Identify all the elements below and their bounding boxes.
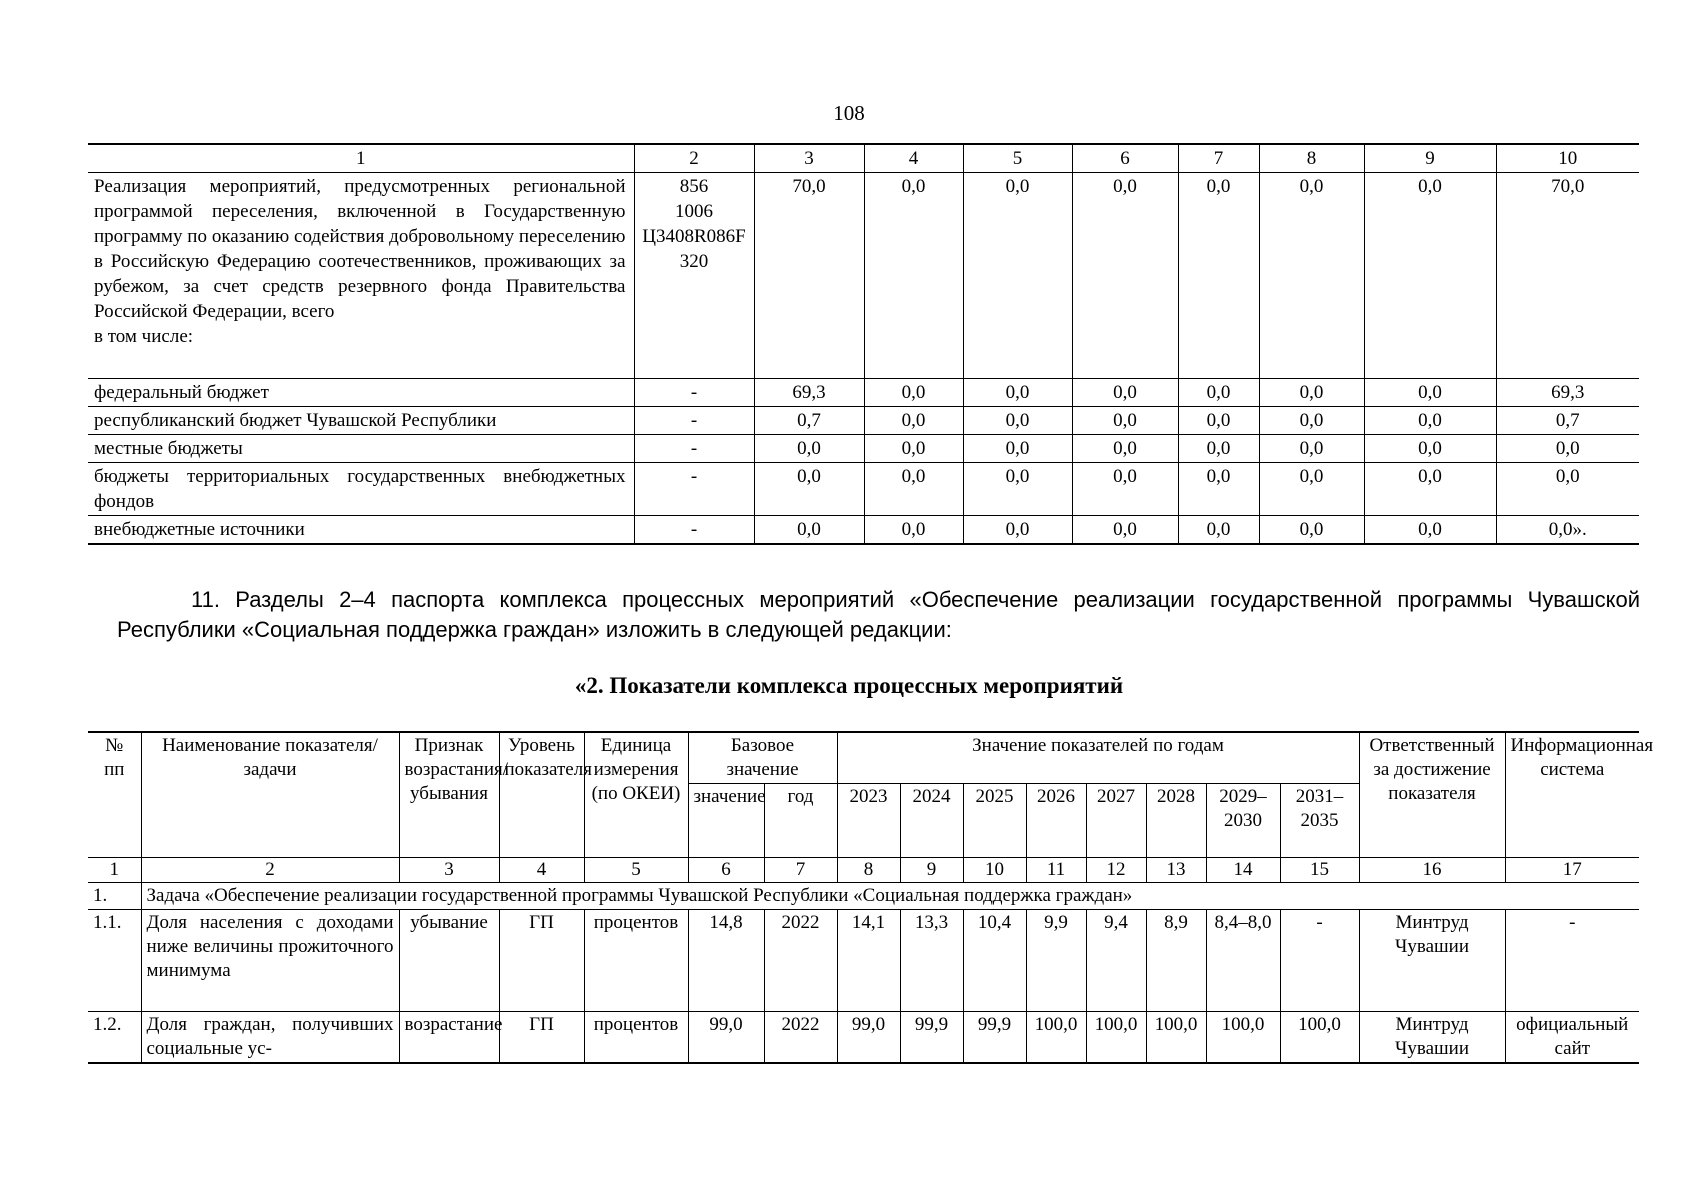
table-row [88, 516, 1639, 545]
source-name: республиканский бюджет Чувашской Республики [88, 407, 634, 435]
header-sign: Признак возрастания/ убывания [399, 732, 499, 858]
value-cell: 0,0». [1496, 516, 1639, 545]
year-value: 99,9 [900, 1012, 963, 1064]
source-name: бюджеты территориальных государственных внебюджетных фондов [88, 463, 634, 516]
value-cell: 0,0 [1259, 463, 1364, 516]
col-number: 16 [1359, 858, 1505, 883]
col-number: 10 [1496, 144, 1639, 173]
col-number: 6 [688, 858, 764, 883]
table-header-row [88, 732, 1639, 784]
header-year: 2026 [1026, 784, 1086, 858]
year-value: 8,4–8,0 [1206, 910, 1280, 1012]
value-cell: 0,0 [1496, 435, 1639, 463]
value-cell: 0,0 [1496, 463, 1639, 516]
header-year: 2025 [963, 784, 1026, 858]
value-cell: 0,7 [1496, 407, 1639, 435]
value-cell: 70,0 [754, 173, 864, 379]
table-row [88, 1012, 1639, 1064]
budget-code: - [634, 407, 754, 435]
indicator-name: Доля граждан, получивших социальные ус- [141, 1012, 399, 1064]
base-value: 14,8 [688, 910, 764, 1012]
value-cell: 0,0 [1072, 516, 1178, 545]
col-number: 12 [1086, 858, 1146, 883]
col-number: 14 [1206, 858, 1280, 883]
info-system: - [1505, 910, 1639, 1012]
measure-name: Реализация мероприятий, предусмотренных региональной программой переселения, включенной в Государственную программу по оказанию содействия добровольному переселению в Российскую Федерацию соотечественников, проживающих за рубежом, за счет средств резервного фонда Правительства Российской Федерации, всего в том числе: [88, 173, 634, 379]
info-system: официальный сайт [1505, 1012, 1639, 1064]
header-name: Наименование показателя/задачи [141, 732, 399, 858]
indicators-table [88, 731, 1654, 1064]
value-cell: 0,0 [754, 435, 864, 463]
value-cell: 0,0 [963, 516, 1072, 545]
table-row [88, 407, 1639, 435]
col-number: 8 [837, 858, 900, 883]
year-value: 99,9 [963, 1012, 1026, 1064]
col-number: 3 [399, 858, 499, 883]
value-cell: 0,0 [864, 173, 963, 379]
responsible: Минтруд Чувашии [1359, 910, 1505, 1012]
table-row [88, 910, 1639, 1012]
col-number: 9 [900, 858, 963, 883]
year-value: 99,0 [837, 1012, 900, 1064]
col-number: 4 [499, 858, 584, 883]
table-row [88, 463, 1639, 516]
col-number: 3 [754, 144, 864, 173]
value-cell: 0,0 [1259, 516, 1364, 545]
indicator-level: ГП [499, 1012, 584, 1064]
value-cell: 0,0 [864, 435, 963, 463]
col-number: 17 [1505, 858, 1639, 883]
year-value: 100,0 [1026, 1012, 1086, 1064]
col-number: 6 [1072, 144, 1178, 173]
header-unit: Единица измерения (по ОКЕИ) [584, 732, 688, 858]
task-text: Задача «Обеспечение реализации государственной программы Чувашской Республики «Социальная поддержка граждан» [141, 883, 1639, 910]
value-cell: 0,0 [963, 173, 1072, 379]
value-cell: 0,0 [1178, 173, 1259, 379]
budget-code: - [634, 516, 754, 545]
col-number: 2 [141, 858, 399, 883]
year-value: 100,0 [1146, 1012, 1206, 1064]
budget-code: - [634, 379, 754, 407]
col-number: 5 [584, 858, 688, 883]
col-number: 7 [1178, 144, 1259, 173]
header-year: 2031–2035 [1280, 784, 1359, 858]
value-cell: 0,0 [1259, 407, 1364, 435]
year-value: 14,1 [837, 910, 900, 1012]
value-cell: 0,0 [1178, 407, 1259, 435]
value-cell: 0,0 [963, 407, 1072, 435]
header-year: 2024 [900, 784, 963, 858]
value-cell: 69,3 [1496, 379, 1639, 407]
table-row [88, 173, 1639, 379]
table-header-row [88, 144, 1639, 173]
value-cell: 0,0 [1259, 435, 1364, 463]
budget-code: - [634, 463, 754, 516]
value-cell: 0,0 [1072, 435, 1178, 463]
col-number: 4 [864, 144, 963, 173]
value-cell: 0,0 [1072, 173, 1178, 379]
source-name: местные бюджеты [88, 435, 634, 463]
col-number: 1 [88, 858, 141, 883]
header-values-by-year: Значение показателей по годам [837, 732, 1359, 784]
col-number: 9 [1364, 144, 1496, 173]
value-cell: 69,3 [754, 379, 864, 407]
section-title: «2. Показатели комплекса процессных мероприятий [574, 673, 1124, 698]
year-value: 100,0 [1086, 1012, 1146, 1064]
value-cell: 0,0 [1259, 173, 1364, 379]
year-value: 100,0 [1280, 1012, 1359, 1064]
budget-code: - [634, 435, 754, 463]
value-cell: 0,0 [963, 463, 1072, 516]
base-value: 99,0 [688, 1012, 764, 1064]
value-cell: 0,0 [754, 516, 864, 545]
col-number: 10 [963, 858, 1026, 883]
value-cell: 0,0 [1178, 435, 1259, 463]
source-name: федеральный бюджет [88, 379, 634, 407]
value-cell: 0,0 [1259, 379, 1364, 407]
responsible: Минтруд Чувашии [1359, 1012, 1505, 1064]
indicator-sign: убывание [399, 910, 499, 1012]
indicator-sign: возрастание [399, 1012, 499, 1064]
year-value: 9,4 [1086, 910, 1146, 1012]
col-number: 7 [764, 858, 837, 883]
col-number: 8 [1259, 144, 1364, 173]
header-base: Базовое значение [688, 732, 837, 784]
col-number: 1 [88, 144, 634, 173]
header-responsible: Ответственный за достижение показателя [1359, 732, 1505, 858]
value-cell: 0,0 [1178, 463, 1259, 516]
base-year: 2022 [764, 910, 837, 1012]
value-cell: 0,0 [864, 516, 963, 545]
header-year: 2027 [1086, 784, 1146, 858]
task-num: 1. [88, 883, 141, 910]
col-number: 2 [634, 144, 754, 173]
value-cell: 0,0 [1364, 463, 1496, 516]
value-cell: 0,0 [963, 379, 1072, 407]
value-cell: 0,0 [1364, 173, 1496, 379]
indicator-level: ГП [499, 910, 584, 1012]
year-value: 100,0 [1206, 1012, 1280, 1064]
value-cell: 0,0 [864, 379, 963, 407]
value-cell: 0,0 [864, 463, 963, 516]
indicator-unit: процентов [584, 910, 688, 1012]
task-row [88, 883, 1639, 910]
value-cell: 0,7 [754, 407, 864, 435]
header-base-value: значение [688, 784, 764, 858]
header-num: № пп [88, 732, 141, 858]
header-year: 2029–2030 [1206, 784, 1280, 858]
table-row [88, 435, 1639, 463]
header-info-system: Информационная система [1505, 732, 1639, 858]
col-number: 5 [963, 144, 1072, 173]
value-cell: 0,0 [1364, 379, 1496, 407]
budget-code: 856 1006 Ц3408R086F 320 [634, 173, 754, 379]
year-value: 10,4 [963, 910, 1026, 1012]
col-number: 15 [1280, 858, 1359, 883]
table-row [88, 379, 1639, 407]
row-num: 1.2. [88, 1012, 141, 1064]
col-number: 11 [1026, 858, 1086, 883]
value-cell: 0,0 [1364, 435, 1496, 463]
header-year: 2028 [1146, 784, 1206, 858]
year-value: 9,9 [1026, 910, 1086, 1012]
value-cell: 0,0 [864, 407, 963, 435]
value-cell: 0,0 [1072, 379, 1178, 407]
source-name: внебюджетные источники [88, 516, 634, 545]
header-year: 2023 [837, 784, 900, 858]
column-numbers-row [88, 858, 1639, 883]
year-value: 13,3 [900, 910, 963, 1012]
value-cell: 0,0 [963, 435, 1072, 463]
value-cell: 0,0 [1364, 516, 1496, 545]
financing-table [88, 143, 1639, 545]
indicator-name: Доля населения с доходами ниже величины прожиточного минимума [141, 910, 399, 1012]
value-cell: 0,0 [1178, 379, 1259, 407]
indicator-unit: процентов [584, 1012, 688, 1064]
year-value: - [1280, 910, 1359, 1012]
amendment-paragraph: 11. Разделы 2–4 паспорта комплекса процессных мероприятий «Обеспечение реализации государственной программы Чувашской Республики «Социальная поддержка граждан» изложить в следующей редакции: [117, 587, 1640, 642]
year-value: 8,9 [1146, 910, 1206, 1012]
header-level: Уровень показателя [499, 732, 584, 858]
header-base-year: год [764, 784, 837, 858]
value-cell: 0,0 [1072, 407, 1178, 435]
page-number: 108 [833, 101, 865, 125]
value-cell: 0,0 [1178, 516, 1259, 545]
base-year: 2022 [764, 1012, 837, 1064]
value-cell: 0,0 [754, 463, 864, 516]
row-num: 1.1. [88, 910, 141, 1012]
col-number: 13 [1146, 858, 1206, 883]
value-cell: 70,0 [1496, 173, 1639, 379]
value-cell: 0,0 [1364, 407, 1496, 435]
value-cell: 0,0 [1072, 463, 1178, 516]
